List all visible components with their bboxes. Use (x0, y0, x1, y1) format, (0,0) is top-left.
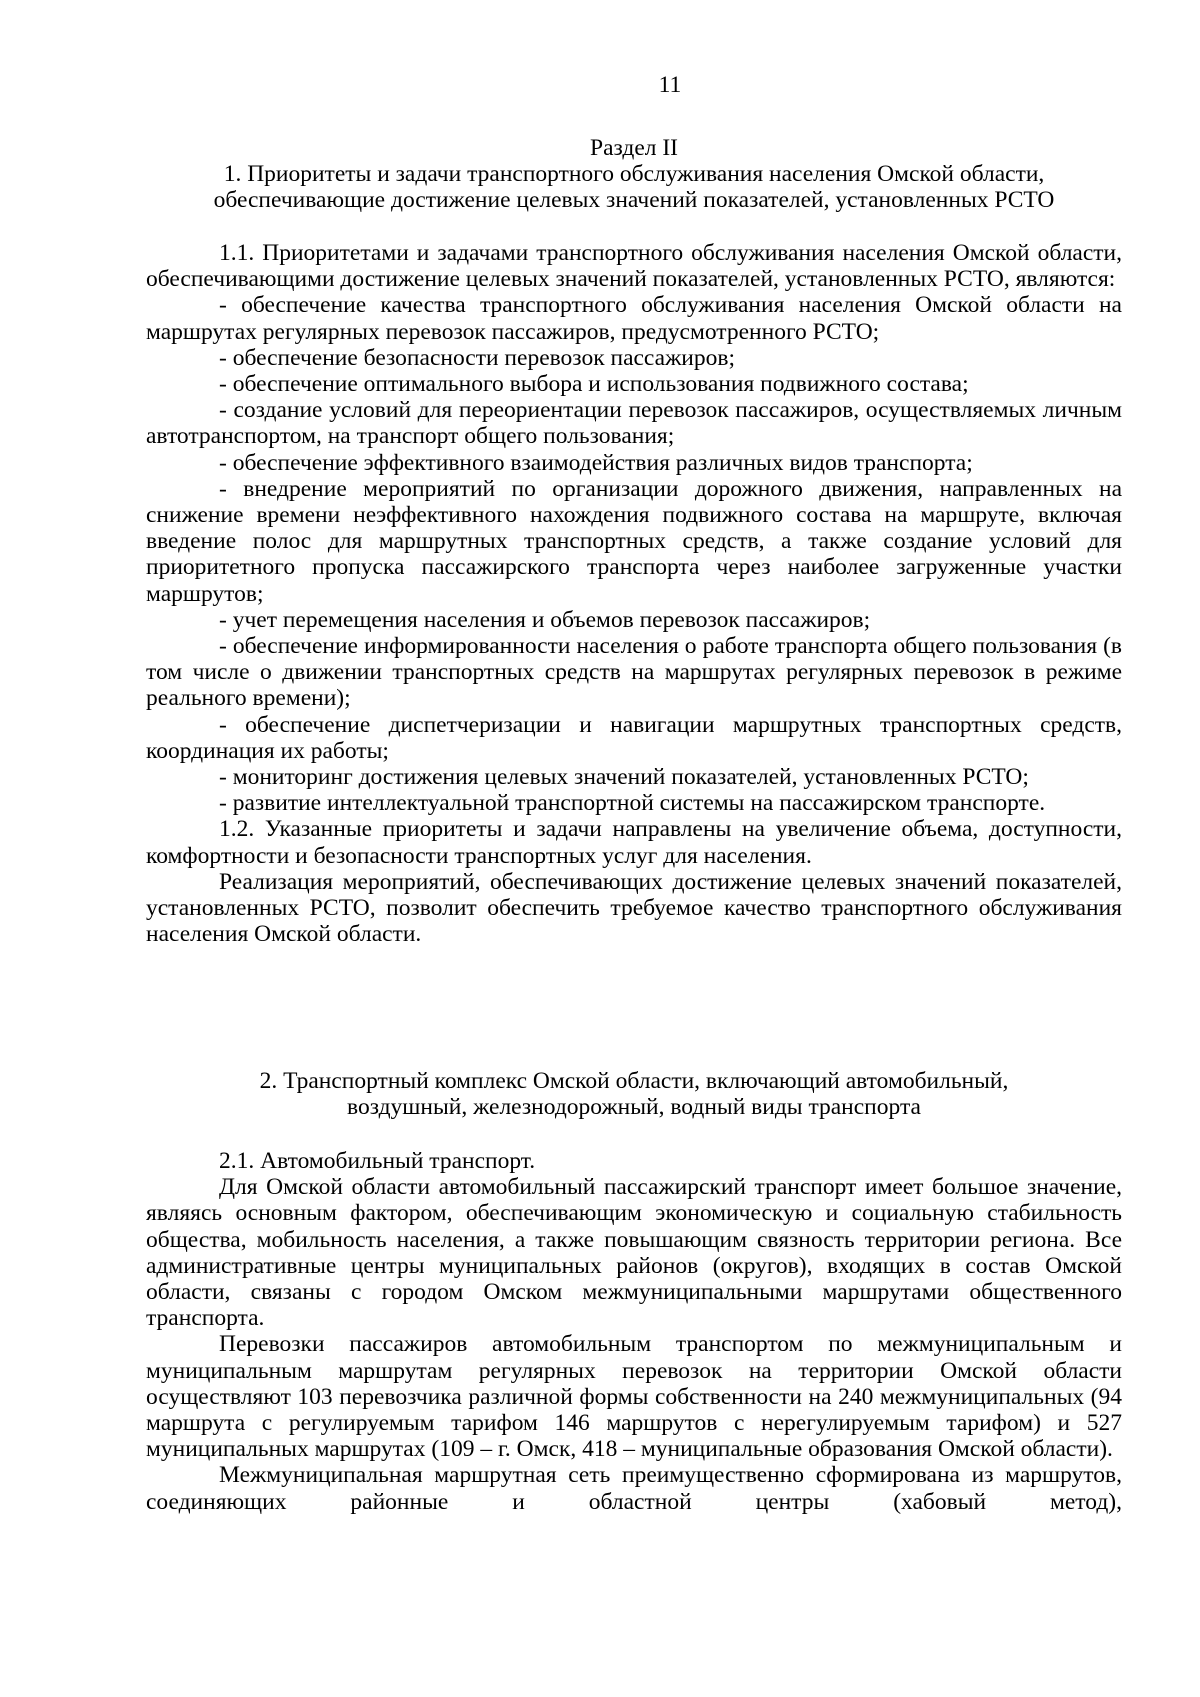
list-item: - учет перемещения населения и объемов перевозок пассажиров; (219, 606, 871, 633)
list-item: - обеспечение качества транспортного обслуживания населения Омской области на маршрутах регулярных перевозок пассажиров, предусмотренного РСТО; (146, 292, 1122, 345)
paragraph-route-network: Межмуниципальная маршрутная сеть преимущественно сформирована из маршрутов, соединяющих районные и областной центры (хабовый метод), (146, 1462, 1122, 1515)
list-item: - обеспечение информированности населения о работе транспорта общего пользования (в том числе о движении транспортных средств на маршрутах регулярных перевозок в режиме реального времени); (146, 633, 1122, 712)
paragraph-1-1: 1.1. Приоритетами и задачами транспортного обслуживания населения Омской области, обеспечивающими достижение целевых значений показателей, установленных РСТО, являются: (146, 240, 1122, 293)
list-item: - обеспечение оптимального выбора и использования подвижного состава; (219, 371, 969, 398)
section-heading (146, 135, 1122, 214)
subsection-heading: 2. Транспортный комплекс Омской области, включающий автомобильный, воздушный, железнодорожный, водный виды транспорта (259, 1068, 1009, 1121)
paragraph-2-1: 2.1. Автомобильный транспорт. (219, 1148, 536, 1174)
list-item: - развитие интеллектуальной транспортной системы на пассажирском транспорте. (219, 790, 1046, 817)
list-item: - обеспечение безопасности перевозок пассажиров; (219, 344, 736, 371)
section-2-body (146, 1148, 1122, 1515)
list-item: - внедрение мероприятий по организации дорожного движения, направленных на снижение времени неэффективного нахождения подвижного состава на маршруте, включая введение полос для маршрутных транспортных средств, а также создание условий для приоритетного пропуска пассажирского транспорта через наиболее загруженные участки маршрутов; (146, 475, 1122, 607)
section-1-body (146, 240, 1122, 947)
paragraph-implementation: Реализация мероприятий, обеспечивающих достижение целевых значений показателей, установленных РСТО, позволит обеспечить требуемое качество транспортного обслуживания населения Омской области. (146, 868, 1122, 948)
section-title: 1. Приоритеты и задачи транспортного обслуживания населения Омской области, обеспечивающие достижение целевых значений показателей, установленных РСТО (213, 161, 1055, 214)
paragraph-carriers: Перевозки пассажиров автомобильным транспортом по межмуниципальным и муниципальным маршрутам регулярных перевозок на территории Омской области осуществляют 103 перевозчика различной формы собственности на 240 межмуниципальных (94 маршрута с регулируемым тарифом 146 маршрутов с нерегулируемым тарифом) и 527 муниципальных маршрутах (109 – г. Омск, 418 – муниципальные образования Омской области). (146, 1331, 1122, 1463)
paragraph-1-2: 1.2. Указанные приоритеты и задачи направлены на увеличение объема, доступности, комфортности и безопасности транспортных услуг для населения. (146, 816, 1122, 869)
list-item: - обеспечение эффективного взаимодействия различных видов транспорта; (219, 449, 973, 476)
list-item: - создание условий для переориентации перевозок пассажиров, осуществляемых личным автотранспортом, на транспорт общего пользования; (146, 397, 1122, 450)
paragraph-road-transport: Для Омской области автомобильный пассажирский транспорт имеет большое значение, являясь основным фактором, обеспечивающим экономическую и социальную стабильность общества, мобильность населения, а также повышающим связность территории региона. Все административные центры муниципальных районов (округов), входящих в состав Омской области, связаны с городом Омском межмуниципальными маршрутами общественного транспорта. (146, 1174, 1122, 1332)
section-label: Раздел II (590, 135, 678, 161)
list-item: - обеспечение диспетчеризации и навигации маршрутных транспортных средств, координация их работы; (146, 711, 1122, 764)
page-number: 11 (658, 72, 682, 98)
list-item: - мониторинг достижения целевых значений показателей, установленных РСТО; (219, 764, 1029, 791)
